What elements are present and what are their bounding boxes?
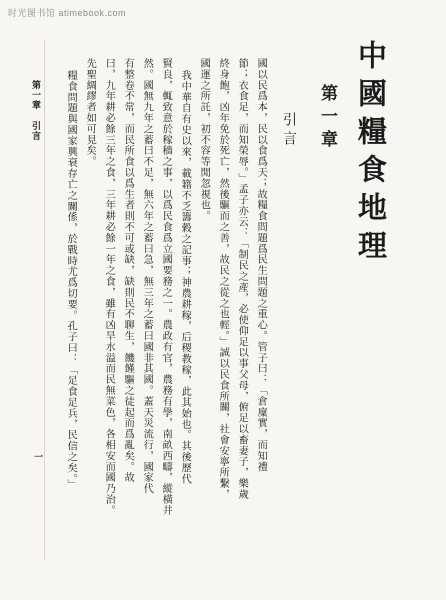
body-column: 先聖綢繆者如可見矣。 [84,58,96,167]
book-title: 中國糧食地理 [354,40,388,268]
body-column: 我中華自有史以來，載籍不乏籌穀之記事；神農耕稼，后稷教稼，此其始也。其後歷代 [179,70,191,485]
chapter-heading: 第一章 [317,84,337,153]
body-column: 糧食問題與國家興衰存亡之關係，於戰時尤爲切要。孔子曰：「足食足兵，民信之矣。」 [65,70,77,490]
body-column: 節；衣食足，而知榮辱。」孟子亦云：「制民之產，必使仰足以事父母，俯足以畜妻子，樂歲 [236,58,248,500]
body-column: 然。國無九年之蓄曰不足，無六年之蓄曰急，無三年之蓄曰國非其國。蓋天災流行，國家代 [141,58,153,494]
body-column: 國以民爲本，民以食爲天；故糧食問題爲民生問題之重心。管子曰：「倉廩實，而知禮 [255,58,267,473]
section-heading: 引言 [281,112,297,150]
body-column: 終身飽，凶年免於死亡，然後驅而之善，故民之從之也輕。」誠以民食所關，社會安寧所繫， [217,58,229,500]
running-footer: 第一章 引言 [30,80,40,141]
body-column: 賢良，輒致意於稼穡之事，以爲民食爲立國要務之一。農政有官，農務有學，南畝西疇，縱橫井 [160,58,172,516]
page-edge [44,40,45,560]
body-column: 有整卷不常，而民所食以爲生者則不可或缺，缺則民不聊生，饑饉驅之徒起而爲亂矣。故 [122,58,134,484]
body-column: 曰，九年耕必餘三年之食，三年耕必餘一年之食，雖有凶旱水溢而民無菜色，各相安而國乃治。 [103,58,115,516]
body-column: 國運之所託，初不容等閒忽視也。 [198,58,210,222]
page-number: 一 [32,452,42,461]
watermark: 时光图书馆 atimebook.com [8,8,127,18]
